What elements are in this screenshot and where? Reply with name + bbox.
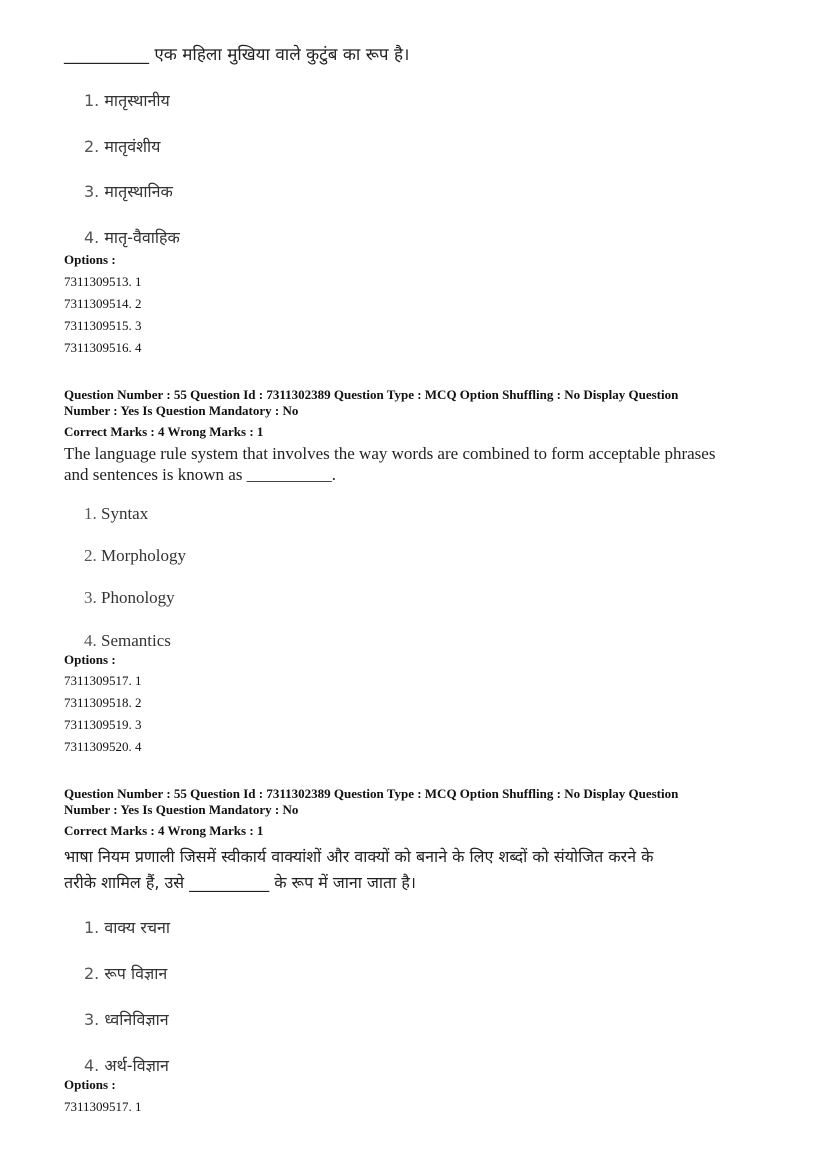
choice-1[interactable] [84, 916, 170, 938]
option-id: 7311309513. 1 [64, 274, 142, 289]
choice-2[interactable] [84, 546, 186, 566]
choice-number: 2. [84, 546, 97, 565]
choice-4[interactable] [84, 226, 180, 248]
choice-3[interactable] [84, 180, 173, 202]
choice-4[interactable] [84, 631, 171, 651]
question-text: भाषा नियम प्रणाली जिसमें स्वीकार्य वाक्यांशों और वाक्यों को बनाने के लिए शब्दों को संयोजित करने के [64, 847, 654, 866]
choice-label: मातृस्थानीय [104, 91, 170, 110]
choice-number: 3. [84, 1010, 100, 1029]
choice-label: Syntax [101, 504, 149, 523]
option-id: 7311309519. 3 [64, 717, 142, 732]
options-label: Options : [64, 652, 116, 667]
choice-number: 3. [84, 182, 100, 201]
choice-label: Morphology [101, 546, 186, 565]
choice-2[interactable] [84, 135, 160, 157]
choice-4[interactable] [84, 1054, 169, 1076]
options-label: Options : [64, 1077, 116, 1092]
choice-3[interactable] [84, 588, 175, 608]
choice-1[interactable] [84, 504, 148, 524]
question-header: Number : Yes Is Question Mandatory : No [64, 802, 299, 817]
choice-number: 2. [84, 137, 100, 156]
choice-label: मातृ-वैवाहिक [104, 228, 180, 247]
question-marks: Correct Marks : 4 Wrong Marks : 1 [64, 823, 264, 838]
choice-label: मातृस्थानिक [104, 182, 173, 201]
question-text: __________ एक महिला मुखिया वाले कुटुंब का रूप है। [64, 45, 410, 65]
question-marks: Correct Marks : 4 Wrong Marks : 1 [64, 424, 264, 439]
choice-number: 1. [84, 91, 100, 110]
choice-1[interactable] [84, 89, 170, 111]
question-text: तरीके शामिल हैं, उसे __________ के रूप में जाना जाता है। [64, 873, 416, 892]
choice-3[interactable] [84, 1008, 169, 1030]
choice-number: 1. [84, 504, 97, 523]
option-id: 7311309520. 4 [64, 739, 142, 754]
choice-number: 4. [84, 1056, 100, 1075]
choice-number: 1. [84, 918, 100, 937]
option-id: 7311309517. 1 [64, 673, 142, 688]
question-header: Question Number : 55 Question Id : 7311302389 Question Type : MCQ Option Shuffling : No Display Question [64, 786, 679, 801]
choice-2[interactable] [84, 962, 167, 984]
question-header: Question Number : 55 Question Id : 7311302389 Question Type : MCQ Option Shuffling : No Display Question [64, 387, 679, 402]
choice-label: वाक्य रचना [104, 918, 171, 937]
choice-number: 4. [84, 228, 100, 247]
question-text: The language rule system that involves the way words are combined to form acceptable phrases [64, 444, 716, 463]
choice-label: अर्थ-विज्ञान [104, 1056, 169, 1075]
option-id: 7311309518. 2 [64, 695, 142, 710]
options-label: Options : [64, 252, 116, 267]
choice-number: 4. [84, 631, 97, 650]
choice-number: 2. [84, 964, 100, 983]
choice-label: ध्वनिविज्ञान [104, 1010, 169, 1029]
choice-label: रूप विज्ञान [104, 964, 168, 983]
choice-label: Semantics [101, 631, 171, 650]
choice-label: मातृवंशीय [104, 137, 161, 156]
option-id: 7311309515. 3 [64, 318, 142, 333]
choice-number: 3. [84, 588, 97, 607]
question-header: Number : Yes Is Question Mandatory : No [64, 403, 299, 418]
choice-label: Phonology [101, 588, 175, 607]
option-id: 7311309514. 2 [64, 296, 142, 311]
option-id: 7311309517. 1 [64, 1099, 142, 1114]
question-text: and sentences is known as __________. [64, 465, 336, 484]
option-id: 7311309516. 4 [64, 340, 142, 355]
